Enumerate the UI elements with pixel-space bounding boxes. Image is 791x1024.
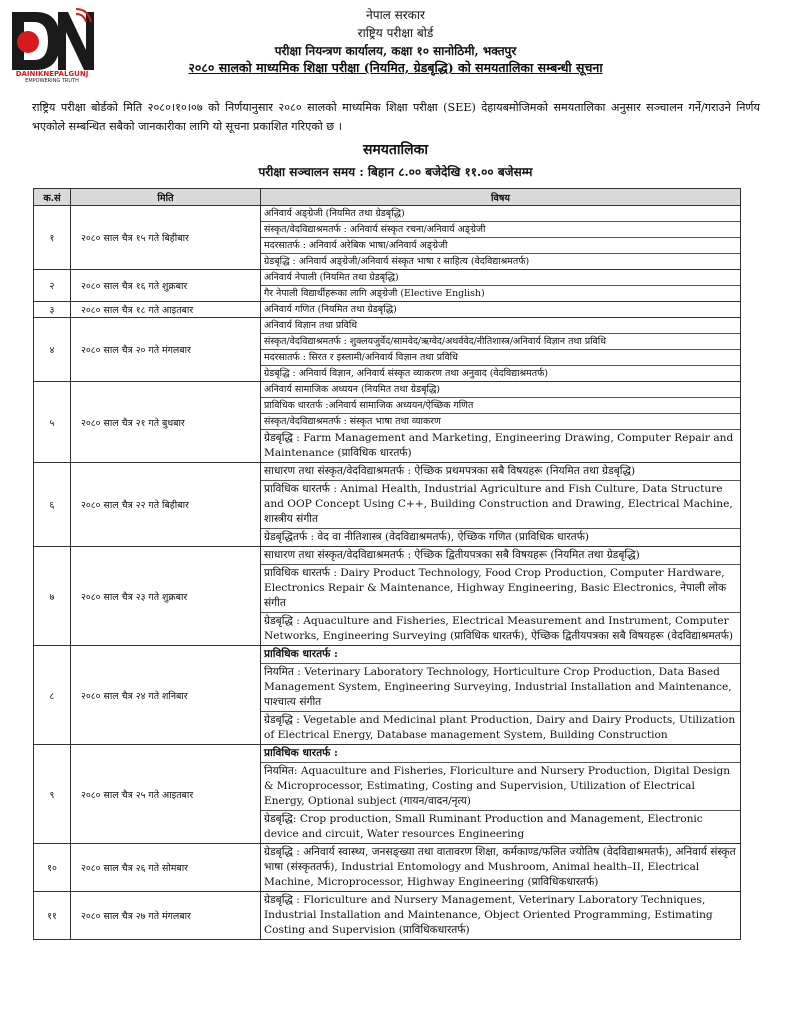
table-row (34, 318, 741, 382)
subject-line: प्राविधिक धारतर्फ : Animal Health, Industrial Agriculture and Fish Culture, Data Structure and OOP Concept Using C++, Building Construction and Drawing, Electrical Machine, शास्त्रीय संगीत (261, 481, 740, 529)
table-body (34, 206, 741, 940)
col-date: मिति (71, 189, 261, 206)
subject-line: ग्रेडबृद्धि: Crop production, Small Ruminant Production and Management, Electronic device and circuit, Water resources Engineering (264, 813, 703, 840)
subject-line: मदरसातर्फ : सिरत र इस्लामी/अनिवार्य विज्ञान तथा प्रविधि (261, 350, 740, 366)
subject-line: प्राविधिक धारतर्फ : (261, 646, 740, 664)
row-date: २०८० साल चैत्र २४ गते शनिबार (71, 646, 261, 745)
schedule-time: परीक्षा सञ्चालन समय : बिहान ८.०० बजेदेखि ११.०० बजेसम्म (258, 165, 533, 179)
subject-line: संस्कृत/वेदविद्याश्रमतर्फ : शुक्लयजुर्वेद/सामवेद/ऋग्वेद/अथर्ववेद/नीतिशास्त्र/अनिवार्य विज्ञान तथा प्रविधि (261, 334, 740, 350)
row-date: २०८० साल चैत्र २१ गते बुधबार (71, 382, 261, 463)
subject-line: ग्रेडबृद्धि : Vegetable and Medicinal plant Production, Dairy and Dairy Products, Utilization of Electrical Energy, Database management System, Building Construction (264, 714, 736, 741)
header-office: परीक्षा नियन्त्रण कार्यालय, कक्षा १० सानोठिमी, भक्तपुर (274, 44, 517, 58)
row-date: २०८० साल चैत्र २२ गते बिहीबार (71, 463, 261, 547)
subject-line: प्राविधिक धारतर्फ :अनिवार्य सामाजिक अध्ययन/ऐच्छिक गणित (261, 398, 740, 414)
row-subjects (261, 547, 741, 646)
row-sn: ४ (34, 318, 71, 382)
row-date: २०८० साल चैत्र २७ गते मंगलबार (71, 892, 261, 940)
row-subjects (261, 892, 741, 940)
schedule-title: समयतालिका (362, 142, 429, 158)
schedule-table (33, 188, 741, 940)
subject-line: अनिवार्य गणित (नियमित तथा ग्रेडबृद्धि) (264, 304, 397, 315)
header-notice-title (0, 59, 791, 76)
row-subjects (261, 646, 741, 745)
subject-line: गैर नेपाली विद्यार्थीहरूका लागि अङ्ग्रेजी (Elective English) (264, 288, 485, 299)
notice-title-text: २०८० सालको माध्यमिक शिक्षा परीक्षा (नियमित, ग्रेडबृद्धि) को समयतालिका सम्बन्धी सूचना (188, 60, 603, 75)
row-subjects (261, 206, 741, 270)
row-sn: ६ (34, 463, 71, 547)
row-date: २०८० साल चैत्र २३ गते शुक्रबार (71, 547, 261, 646)
subject-line: प्राविधिक धारतर्फ : (261, 745, 740, 763)
row-date: २०८० साल चैत्र २६ गते सोमबार (71, 844, 261, 892)
subject-line: अनिवार्य सामाजिक अध्ययन (नियमित तथा ग्रेडबृद्धि) (261, 382, 740, 398)
table-row (34, 302, 741, 318)
subject-line: मदरसातर्फ : अनिवार्य अरेबिक भाषा/अनिवार्य अङ्ग्रेजी (261, 238, 740, 254)
row-sn: १० (34, 844, 71, 892)
row-sn: ५ (34, 382, 71, 463)
table-header-row (34, 189, 741, 206)
row-sn: ९ (34, 745, 71, 844)
row-date: २०८० साल चैत्र २५ गते आइतबार (71, 745, 261, 844)
subject-line: ग्रेडबृद्धि : अनिवार्य अङ्ग्रेजी/अनिवार्य संस्कृत भाषा र साहित्य (वेदविद्याश्रमतर्फ) (264, 256, 530, 267)
col-sn: क.सं (34, 189, 71, 206)
subject-line: साधारण तथा संस्कृत/वेदविद्याश्रमतर्फ : ऐच्छिक प्रथमपत्रका सबै विषयहरू (नियमित तथा ग्रेडबृद्धि) (261, 463, 740, 481)
row-date: २०८० साल चैत्र २० गते मंगलबार (71, 318, 261, 382)
table-row (34, 270, 741, 302)
subject-line: ग्रेडबृद्धि : अनिवार्य विज्ञान, अनिवार्य संस्कृत व्याकरण तथा अनुवाद (वेदविद्याश्रमतर्फ) (264, 368, 549, 379)
table-row (34, 745, 741, 844)
col-subject: विषय (261, 189, 741, 206)
row-sn: ११ (34, 892, 71, 940)
subject-line: अनिवार्य अङ्ग्रेजी (नियमित तथा ग्रेडबृद्धि) (261, 206, 740, 222)
subject-line: ग्रेडबृद्धि : Farm Management and Marketing, Engineering Drawing, Computer Repair and Maintenance (प्राविधिक धारतर्फ) (264, 432, 734, 459)
table-row (34, 463, 741, 547)
subject-line: संस्कृत/वेदविद्याश्रमतर्फ : अनिवार्य संस्कृत रचना/अनिवार्य अङ्ग्रेजी (261, 222, 740, 238)
row-date: २०८० साल चैत्र १५ गते बिहीबार (71, 206, 261, 270)
table-row (34, 844, 741, 892)
subject-line: नियमित : Veterinary Laboratory Technology, Horticulture Crop Production, Data Based Management System, Engineering Surveying, Industrial Installation and Maintenance, पाश्चात्य संगीत (261, 664, 740, 712)
subject-line: अनिवार्य नेपाली (नियमित तथा ग्रेडबृद्धि) (261, 270, 740, 286)
row-date: २०८० साल चैत्र १८ गते आइतबार (71, 302, 261, 318)
subject-line: संस्कृत/वेदविद्याश्रमतर्फ : संस्कृत भाषा तथा व्याकरण (261, 414, 740, 430)
row-subjects (261, 382, 741, 463)
subject-line: अनिवार्य विज्ञान तथा प्रविधि (261, 318, 740, 334)
header-board: राष्ट्रिय परीक्षा बोर्ड (357, 26, 434, 40)
table-row (34, 547, 741, 646)
row-subjects (261, 844, 741, 892)
row-sn: १ (34, 206, 71, 270)
subject-line: ग्रेडबृद्धि : Aquaculture and Fisheries, Electrical Measurement and Instrument, Computer Networks, Engineering Surveying (प्राविधिक धारतर्फ), ऐच्छिक द्वितीयपत्रका सबै विषयहरू (वेदविद्याश्रमतर्फ) (264, 615, 733, 642)
header-govt: नेपाल सरकार (366, 8, 425, 22)
intro-paragraph: राष्ट्रिय परीक्षा बोर्डको मिति २०८०।१०।०७ को निर्णयानुसार २०८० सालको माध्यमिक शिक्षा परीक्षा (SEE) देहायबमोजिमको समयतालिका अनुसार सञ्चालन गर्ने/गराउने निर्णय भएकोले सम्बन्धित सबैको जानकारीका लागि यो सूचना प्रकाशित गरिएको छ । (32, 101, 760, 133)
row-sn: ३ (34, 302, 71, 318)
table-row (34, 892, 741, 940)
logo-brand-text: DAINIKNEPALGUNJ (15, 70, 89, 78)
subject-line: प्राविधिक धारतर्फ : Dairy Product Technology, Food Crop Production, Computer Hardware, Electronics Repair & Maintenance, Highway Engineering, Basic Electronics, नेपाली लोक संगीत (261, 565, 740, 613)
subject-line: साधारण तथा संस्कृत/वेदविद्याश्रमतर्फ : ऐच्छिक द्वितीयपत्रका सबै विषयहरू (नियमित तथा ग्रेडबृद्धि) (261, 547, 740, 565)
table-row (34, 206, 741, 270)
row-subjects (261, 270, 741, 302)
row-date: २०८० साल चैत्र १६ गते शुक्रबार (71, 270, 261, 302)
row-subjects (261, 318, 741, 382)
row-subjects (261, 745, 741, 844)
row-sn: ७ (34, 547, 71, 646)
subject-line: ग्रेडबृद्धि : Floriculture and Nursery Management, Veterinary Laboratory Techniques, Industrial Installation and Maintenance, Object Oriented Programming, Estimating Costing and Supervision (प्राविधिकधारतर्फ) (264, 894, 713, 936)
row-subjects (261, 302, 741, 318)
subject-line: ग्रेडबृद्धि : अनिवार्य स्वास्थ्य, जनसङ्ख्या तथा वातावरण शिक्षा, कर्मकाण्ड/फलित ज्योतिष (वेदविद्याश्रमतर्फ), अनिवार्य संस्कृत भाषा (संस्कृततर्फ), Industrial Entomology and Mushroom, Animal health–II, Electrical Machine, Microprocessor, Highway Engineering (प्राविधिकधारतर्फ) (264, 846, 736, 888)
logo-tagline: EMPOWERING TRUTH (25, 78, 79, 84)
row-sn: ८ (34, 646, 71, 745)
subject-line: नियमित: Aquaculture and Fisheries, Floriculture and Nursery Production, Digital Design & Microprocessor, Estimating, Costing and Supervision, Utilization of Electrical Energy, Optional subject (गायन/वादन/नृत्य) (261, 763, 740, 811)
table-row (34, 382, 741, 463)
row-sn: २ (34, 270, 71, 302)
row-subjects (261, 463, 741, 547)
table-row (34, 646, 741, 745)
subject-line: ग्रेडबृद्धितर्फ : वेद वा नीतिशास्त्र (वेदविद्याश्रमतर्फ), ऐच्छिक गणित (प्राविधिक धारतर्फ) (264, 531, 590, 543)
